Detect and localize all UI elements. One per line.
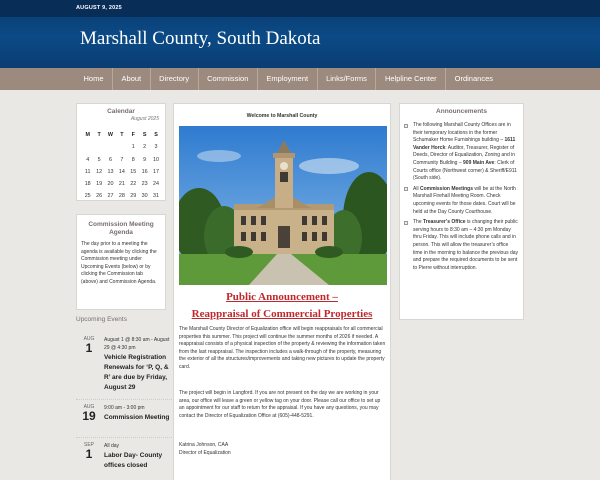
event-title-link[interactable]: Vehicle Registration Renewals for ‘P, Q, & R’ are due by Friday, August 29 xyxy=(104,354,169,391)
weekday-mon: M xyxy=(85,132,90,138)
event-day: 19 xyxy=(82,409,96,423)
announcement-text: The following Marshall County Offices are in their temporary locations in the former Schumaker Home Furnishings building – xyxy=(413,122,511,144)
nav-employment[interactable]: Employment xyxy=(258,68,318,90)
event-item xyxy=(76,442,172,480)
calendar-day[interactable]: 14 xyxy=(118,168,125,175)
event-month: SEP xyxy=(83,442,94,448)
main-content xyxy=(173,103,391,480)
calendar-day[interactable]: 12 xyxy=(96,168,103,175)
announcement-bold: Treasurer’s Office xyxy=(423,219,466,226)
main-nav xyxy=(0,68,600,90)
calendar-week xyxy=(82,154,162,166)
event-day: 1 xyxy=(85,447,93,461)
site-header xyxy=(0,0,600,68)
event-time: 9:00 am - 3:00 pm xyxy=(104,405,145,411)
event-title-link[interactable]: Labor Day- County offices closed xyxy=(104,452,163,469)
announcement-text: is changing their public serving hours to 8:30 am – 4:30 pm Monday thru Friday. This will include phone calls and in person. This will allow the treasurer’s office time in the morning to balance the previous day and prepare the required documents to be sent to Pierre without interruption. xyxy=(413,219,519,271)
announcement-text: All xyxy=(413,185,419,192)
commission-agenda-text: The day prior to a meeting the agenda is available by clicking the Commission meeting under Upcoming Events (below) or by clicking the Commission tab (above) and Commission Agenda. xyxy=(81,241,157,285)
event-date xyxy=(76,336,102,355)
announcement-bold: 909 Main Ave xyxy=(463,159,495,166)
event-day: 1 xyxy=(85,341,93,355)
site-title[interactable]: Marshall County, South Dakota xyxy=(80,28,321,49)
announcements-list xyxy=(400,115,523,272)
event-month: AUG xyxy=(83,336,95,342)
calendar-day xyxy=(105,141,116,153)
weekday-fri: F xyxy=(131,132,135,138)
calendar-day[interactable]: 8 xyxy=(131,156,135,163)
calendar-day xyxy=(116,141,127,153)
bullet-icon xyxy=(404,221,408,225)
calendar-day[interactable]: 9 xyxy=(143,156,147,163)
calendar-week xyxy=(82,141,162,153)
calendar-day[interactable]: 3 xyxy=(154,144,158,151)
calendar-day[interactable]: 2 xyxy=(143,144,147,151)
calendar-day[interactable]: 21 xyxy=(118,181,125,188)
calendar-weekday-row xyxy=(82,129,162,141)
calendar-day[interactable]: 31 xyxy=(153,193,160,200)
event-body xyxy=(104,404,172,423)
weekday-tue: T xyxy=(97,132,101,138)
event-month: AUG xyxy=(83,404,95,410)
calendar-day xyxy=(82,141,93,153)
event-date xyxy=(76,442,102,461)
commission-agenda-box xyxy=(76,214,166,310)
courthouse-photo xyxy=(179,126,387,285)
event-title-link[interactable]: Commission Meeting xyxy=(104,414,170,421)
nav-ordinances[interactable]: Ordinances xyxy=(454,74,493,83)
calendar-day[interactable]: 27 xyxy=(107,193,114,200)
calendar-week xyxy=(82,166,162,178)
calendar-day[interactable]: 10 xyxy=(153,156,160,163)
announcement-text: The xyxy=(413,219,422,226)
signature-name: Katrina Johnson, CAA xyxy=(179,442,229,448)
calendar-month: August 2025 xyxy=(130,116,159,122)
calendar-day[interactable]: 1 xyxy=(131,144,135,151)
announcements-title: Announcements xyxy=(436,108,487,115)
calendar-day[interactable]: 23 xyxy=(141,181,148,188)
event-time: All day xyxy=(104,443,120,449)
signature-role: Director of Equalization xyxy=(179,449,231,456)
calendar-day[interactable]: 11 xyxy=(84,168,91,175)
announcement-text: : Auditor, Treasurer, Register of Deeds, Director of Equalization, Zoning and in Community Building – xyxy=(413,144,516,166)
nav-helpline-center[interactable]: Helpline Center xyxy=(376,68,446,90)
event-divider xyxy=(76,399,172,400)
calendar-day[interactable]: 17 xyxy=(153,168,160,175)
weekday-sat: S xyxy=(142,132,147,138)
calendar-day[interactable]: 4 xyxy=(86,156,90,163)
announcement-item xyxy=(404,122,519,183)
welcome-heading: Welcome to Marshall County xyxy=(246,113,318,119)
current-date: AUGUST 9, 2025 xyxy=(76,5,122,11)
calendar-day[interactable]: 7 xyxy=(120,156,124,163)
calendar-day[interactable]: 18 xyxy=(84,181,91,188)
bullet-icon xyxy=(404,187,408,191)
nav-about[interactable]: About xyxy=(113,68,151,90)
nav-home[interactable]: Home xyxy=(75,68,113,90)
calendar-week xyxy=(82,190,162,202)
nav-commission[interactable]: Commission xyxy=(199,68,258,90)
calendar-title: Calendar xyxy=(107,108,135,115)
calendar-day[interactable]: 20 xyxy=(107,181,114,188)
reappraisal-paragraph-2: The project will begin in Langford. If you are not present on the day we are working in your area, our office will leave a green or yellow tag on your door. Please call our office to set up an appointment for our staff to return for the appraisal. If you have any questions, you may contact the Director of Equalization Office at (605)-448-5291. xyxy=(179,390,381,419)
calendar-day[interactable]: 22 xyxy=(130,181,137,188)
reappraisal-paragraph-1: The Marshall County Director of Equalization office will begin reappraisals for all commercial properties this summer. This project will continue the summer months of 2026 if needed. A reappraisal consists of a physical inspection of the property & reviewing the information taken from the last reappraisal. The inspection includes a walk-through of the property, measuring the exterior of all the structures/improvements and taking new pictures to update the property card. xyxy=(179,326,386,370)
announcement-item xyxy=(404,219,519,272)
weekday-thu: T xyxy=(120,132,124,138)
reappraisal-heading[interactable]: Reappraisal of Commercial Properties xyxy=(191,308,373,320)
event-time: August 1 @ 8:30 am - August 29 @ 4:30 pm xyxy=(104,337,170,351)
calendar-grid xyxy=(82,129,162,203)
event-date xyxy=(76,404,102,423)
calendar-day[interactable]: 26 xyxy=(96,193,103,200)
signature-block xyxy=(179,442,387,457)
calendar-day[interactable]: 19 xyxy=(96,181,103,188)
nav-directory[interactable]: Directory xyxy=(151,68,199,90)
calendar-day[interactable]: 15 xyxy=(130,168,137,175)
event-item xyxy=(76,336,172,398)
event-body xyxy=(104,442,172,471)
announcement-item xyxy=(404,186,519,216)
calendar-day[interactable]: 28 xyxy=(118,193,125,200)
calendar-day[interactable]: 29 xyxy=(130,193,137,200)
nav-links-forms[interactable]: Links/Forms xyxy=(318,68,377,90)
announcement-text: : Clerk of Courts office (Northwest corner) & Sheriff/E911 (South side). xyxy=(413,159,517,182)
date-bar xyxy=(0,0,600,17)
announcement-text: will be at the North Marshall Firehall Meeting Room. Check upcoming events for those dates. Court will be held at the Day County Courthouse. xyxy=(413,185,516,215)
weekday-wed: W xyxy=(107,132,114,138)
bullet-icon xyxy=(404,124,408,128)
calendar-widget xyxy=(76,103,166,201)
event-item xyxy=(76,404,172,438)
calendar-day[interactable]: 24 xyxy=(153,181,160,188)
calendar-day xyxy=(93,141,104,153)
calendar-day[interactable]: 30 xyxy=(141,193,148,200)
calendar-week xyxy=(82,178,162,190)
event-body xyxy=(104,336,172,393)
announcements-box xyxy=(399,103,524,320)
public-announcement-heading[interactable]: Public Announcement – xyxy=(226,291,338,303)
calendar-day[interactable]: 25 xyxy=(84,193,91,200)
announcement-bold: Commission Meetings xyxy=(419,185,474,192)
calendar-day[interactable]: 5 xyxy=(97,156,101,163)
calendar-day[interactable]: 6 xyxy=(108,156,112,163)
calendar-day[interactable]: 16 xyxy=(141,168,148,175)
calendar-day[interactable]: 13 xyxy=(107,168,114,175)
event-divider xyxy=(76,437,172,438)
upcoming-events-title: Upcoming Events xyxy=(76,316,127,323)
announcement-bold: 1611 Vander Horck xyxy=(413,137,516,151)
weekday-sun: S xyxy=(154,132,158,138)
commission-agenda-title: Commission Meeting Agenda xyxy=(88,221,154,236)
